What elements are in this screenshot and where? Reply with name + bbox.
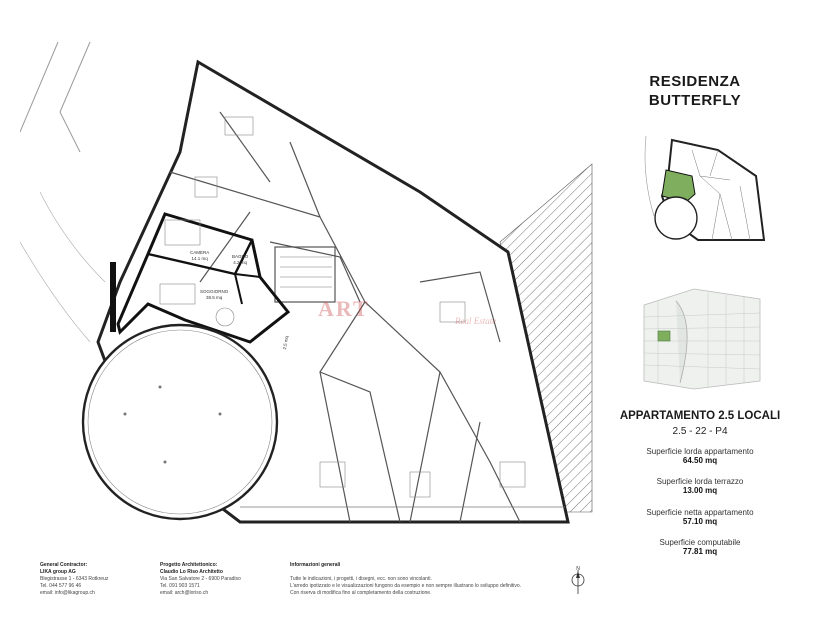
- keyplan-thumbnail: [640, 136, 766, 250]
- floor-plan-drawing: [20, 42, 600, 542]
- room-label-soggiorno: SOGGIORNO 38.5 mq: [200, 289, 229, 300]
- circular-tower: [83, 325, 277, 519]
- surface-gross-apartment: Superficie lorda appartamento 64.50 mq: [646, 447, 754, 465]
- north-letter: N: [576, 566, 580, 572]
- surface-gross-terrace: Superficie lorda terrazzo 13.00 mq: [656, 477, 744, 495]
- surface-computable: Superficie computabile 77.81 mq: [659, 538, 741, 556]
- project-title: RESIDENZA BUTTERFLY: [648, 73, 742, 109]
- footer-architect: Progetto Architettonico: Claudio Lo Riso Architetto Via San Salvatore 2 - 6900 Paradiso Tel. 091 903 1571 email: arch@loriso.ch: [160, 562, 241, 596]
- apartment-title: APPARTAMENTO 2.5 LOCALI: [619, 410, 781, 422]
- render-highlight: [658, 331, 670, 341]
- footer-general-info: Informazioni generali Tutte le indicazioni, i progetti, i disegni, ecc. non sono vincolanti. L'arredo ipotizzato e le visualizzazioni fungono da esempio e non sempre illustrano lo sviluppo definitivo. Con riserva di modifica fino al completamento della costruzione.: [290, 562, 522, 596]
- footer-contractor: General Contractor: LIKA group AG Blegistrasse 1 - 6343 Rotkreuz Tel. 044 577 96 46 email: info@likagroup.ch: [40, 562, 109, 596]
- building-render-thumbnail: [636, 283, 768, 395]
- north-arrow-icon: [569, 566, 587, 596]
- room-label-terrace: 2.5 mq: [281, 335, 290, 350]
- watermark-subtitle: Real Estate: [455, 316, 497, 326]
- surface-net-apartment: Superficie netta appartamento 57.10 mq: [646, 508, 754, 526]
- watermark-logo: ART: [318, 296, 370, 321]
- apartment-code: 2.5 - 22 - P4: [672, 426, 728, 437]
- room-label-camera: CAMERA 14.1 mq: [190, 250, 210, 261]
- room-label-bagno: BAGNO 4.2 mq: [232, 254, 249, 265]
